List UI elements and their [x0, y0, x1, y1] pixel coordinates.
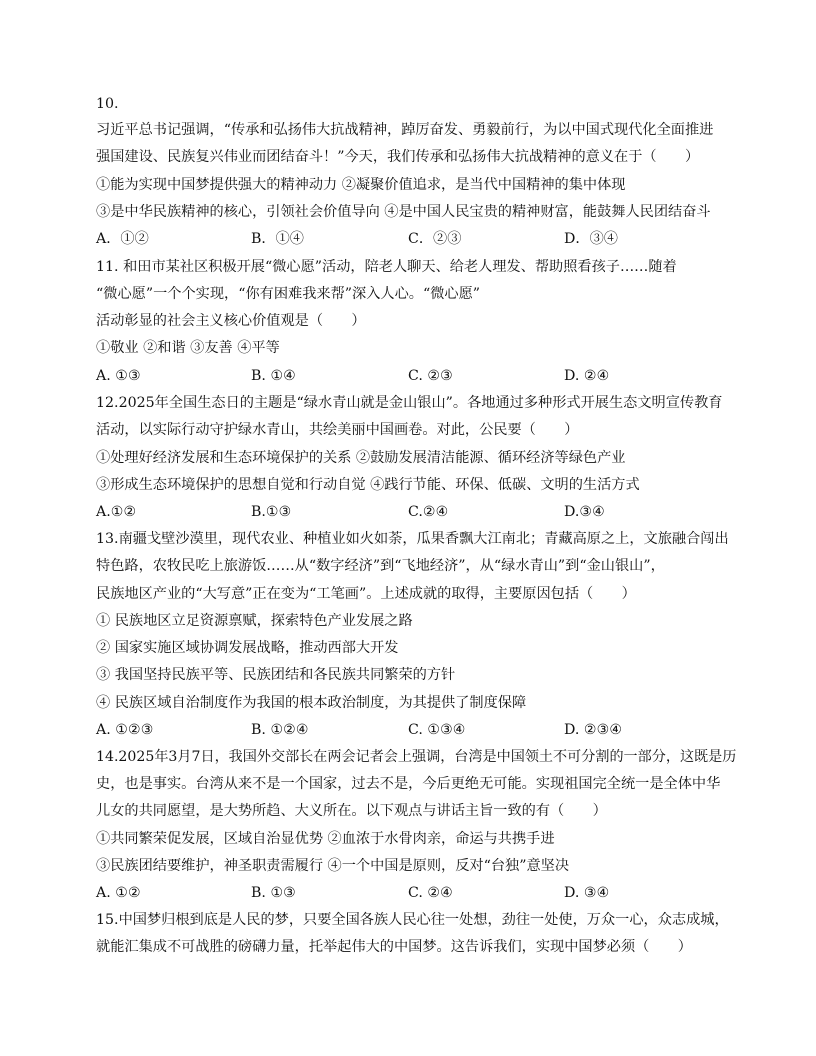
q12-option-b: B.①③: [251, 504, 292, 520]
q11-option-d: D. ②④: [564, 368, 610, 384]
q11-stem-line-3: 活动彰显的社会主义核心价值观是（ ）: [96, 313, 366, 329]
q14-option-d: D. ③④: [564, 885, 610, 901]
q14-option-c: C. ②④: [408, 885, 453, 901]
q10-stem-line-1: 习近平总书记强调，“传承和弘扬伟大抗战精神，踔厉奋发、勇毅前行，为以中国式现代化全面推进: [96, 122, 714, 138]
q14-statement-line-1: ①共同繁荣促发展，区域自治显优势 ②血浓于水骨肉亲，命运与共携手进: [96, 831, 555, 847]
q12-option-c: C.②④: [408, 504, 449, 520]
q14-option-b: B. ①③: [251, 885, 296, 901]
q11-stem-line-1: 11. 和田市某社区积极开展“微心愿”活动，陪老人聊天、给老人理发、帮助照看孩子……随着: [96, 259, 677, 275]
q13-stem-line-2: 特色路，农牧民吃上旅游饭……从“数字经济”到“飞地经济”，从“绿水青山”到“金山银山”，: [96, 558, 665, 574]
q13-option-b: B. ①②④: [251, 722, 309, 738]
q13-option-a: A. ①②③: [96, 722, 154, 738]
q14-stem-line-2: 史，也是事实。台湾从来不是一个国家，过去不是，今后更绝无可能。实现祖国完全统一是全体中华: [96, 776, 721, 792]
q11-option-a: A. ①③: [96, 368, 141, 384]
q10-option-b: B．①④: [251, 231, 304, 247]
q11-statements: ①敬业 ②和谐 ③友善 ④平等: [96, 340, 280, 356]
q10-statement-line-1: ①能为实现中国梦提供强大的精神动力 ②凝聚价值追求，是当代中国精神的集中体现: [96, 177, 626, 193]
q12-statement-line-2: ③形成生态环境保护的思想自觉和行动自觉 ④践行节能、环保、低碳、文明的生活方式: [96, 477, 640, 493]
q11-option-c: C. ②③: [408, 368, 453, 384]
q14-options: [96, 884, 716, 902]
q12-option-d: D.③④: [564, 504, 605, 520]
q13-statement-1: ① 民族地区立足资源禀赋，探索特色产业发展之路: [96, 613, 413, 629]
q10-stem-line-2: 强国建设、民族复兴伟业而团结奋斗！”今天，我们传承和弘扬伟大抗战精神的意义在于（ ）: [96, 149, 700, 165]
q10-number: 10.: [96, 96, 119, 112]
q12-option-a: A.①②: [96, 504, 137, 520]
q10-option-a: A．①②: [96, 231, 149, 247]
q10-options: [96, 230, 716, 248]
q14-option-a: A. ①②: [96, 885, 141, 901]
q13-statement-2: ② 国家实施区域协调发展战略，推动西部大开发: [96, 640, 399, 656]
q11-stem-line-2: “微心愿”一个个实现，“你有困难我来帮”深入人心。“微心愿”: [96, 286, 481, 302]
q13-options: [96, 721, 716, 739]
q12-options: [96, 503, 716, 521]
q12-stem-line-1: 12.2025年全国生态日的主题是“绿水青山就是金山银山”。各地通过多种形式开展生态文明宣传教育: [96, 395, 723, 411]
q13-stem-line-3: 民族地区产业的“大写意”正在变为“工笔画”。上述成就的取得，主要原因包括（ ）: [96, 586, 636, 602]
q13-statement-3: ③ 我国坚持民族平等、民族团结和各民族共同繁荣的方针: [96, 667, 456, 683]
q13-stem-line-1: 13.南疆戈壁沙漠里，现代农业、种植业如火如荼，瓜果香飘大江南北；青藏高原之上，文旅融合闯出: [96, 531, 729, 547]
q13-option-d: D. ②③④: [564, 722, 623, 738]
q10-option-d: D．③④: [564, 231, 618, 247]
q11-options: [96, 367, 716, 385]
q12-statement-line-1: ①处理好经济发展和生态环境保护的关系 ②鼓励发展清洁能源、循环经济等绿色产业: [96, 450, 626, 466]
q12-stem-line-2: 活动，以实际行动守护绿水青山，共绘美丽中国画卷。对此，公民要（ ）: [96, 422, 579, 438]
q14-stem-line-3: 儿女的共同愿望，是大势所趋、大义所在。以下观点与讲话主旨一致的有（ ）: [96, 803, 607, 819]
q13-statement-4: ④ 民族区域自治制度作为我国的根本政治制度，为其提供了制度保障: [96, 695, 527, 711]
q15-stem-line-2: 就能汇集成不可战胜的磅礴力量，托举起伟大的中国梦。这告诉我们，实现中国梦必须（ ）: [96, 939, 692, 955]
q14-stem-line-1: 14.2025年3月7日，我国外交部长在两会记者会上强调，台湾是中国领土不可分割的一部分，这既是历: [96, 749, 737, 765]
q10-statement-line-2: ③是中华民族精神的核心，引领社会价值导向 ④是中国人民宝贵的精神财富，能鼓舞人民团结奋斗: [96, 204, 711, 220]
q15-stem-line-1: 15.中国梦归根到底是人民的梦，只要全国各族人民心往一处想，劲往一处使，万众一心，众志成城，: [96, 912, 729, 928]
q14-statement-line-2: ③民族团结要维护，神圣职责需履行 ④一个中国是原则，反对“台独”意坚决: [96, 858, 570, 874]
q10-option-c: C．②③: [408, 231, 462, 247]
q13-option-c: C. ①③④: [408, 722, 466, 738]
q11-option-b: B. ①④: [251, 368, 296, 384]
